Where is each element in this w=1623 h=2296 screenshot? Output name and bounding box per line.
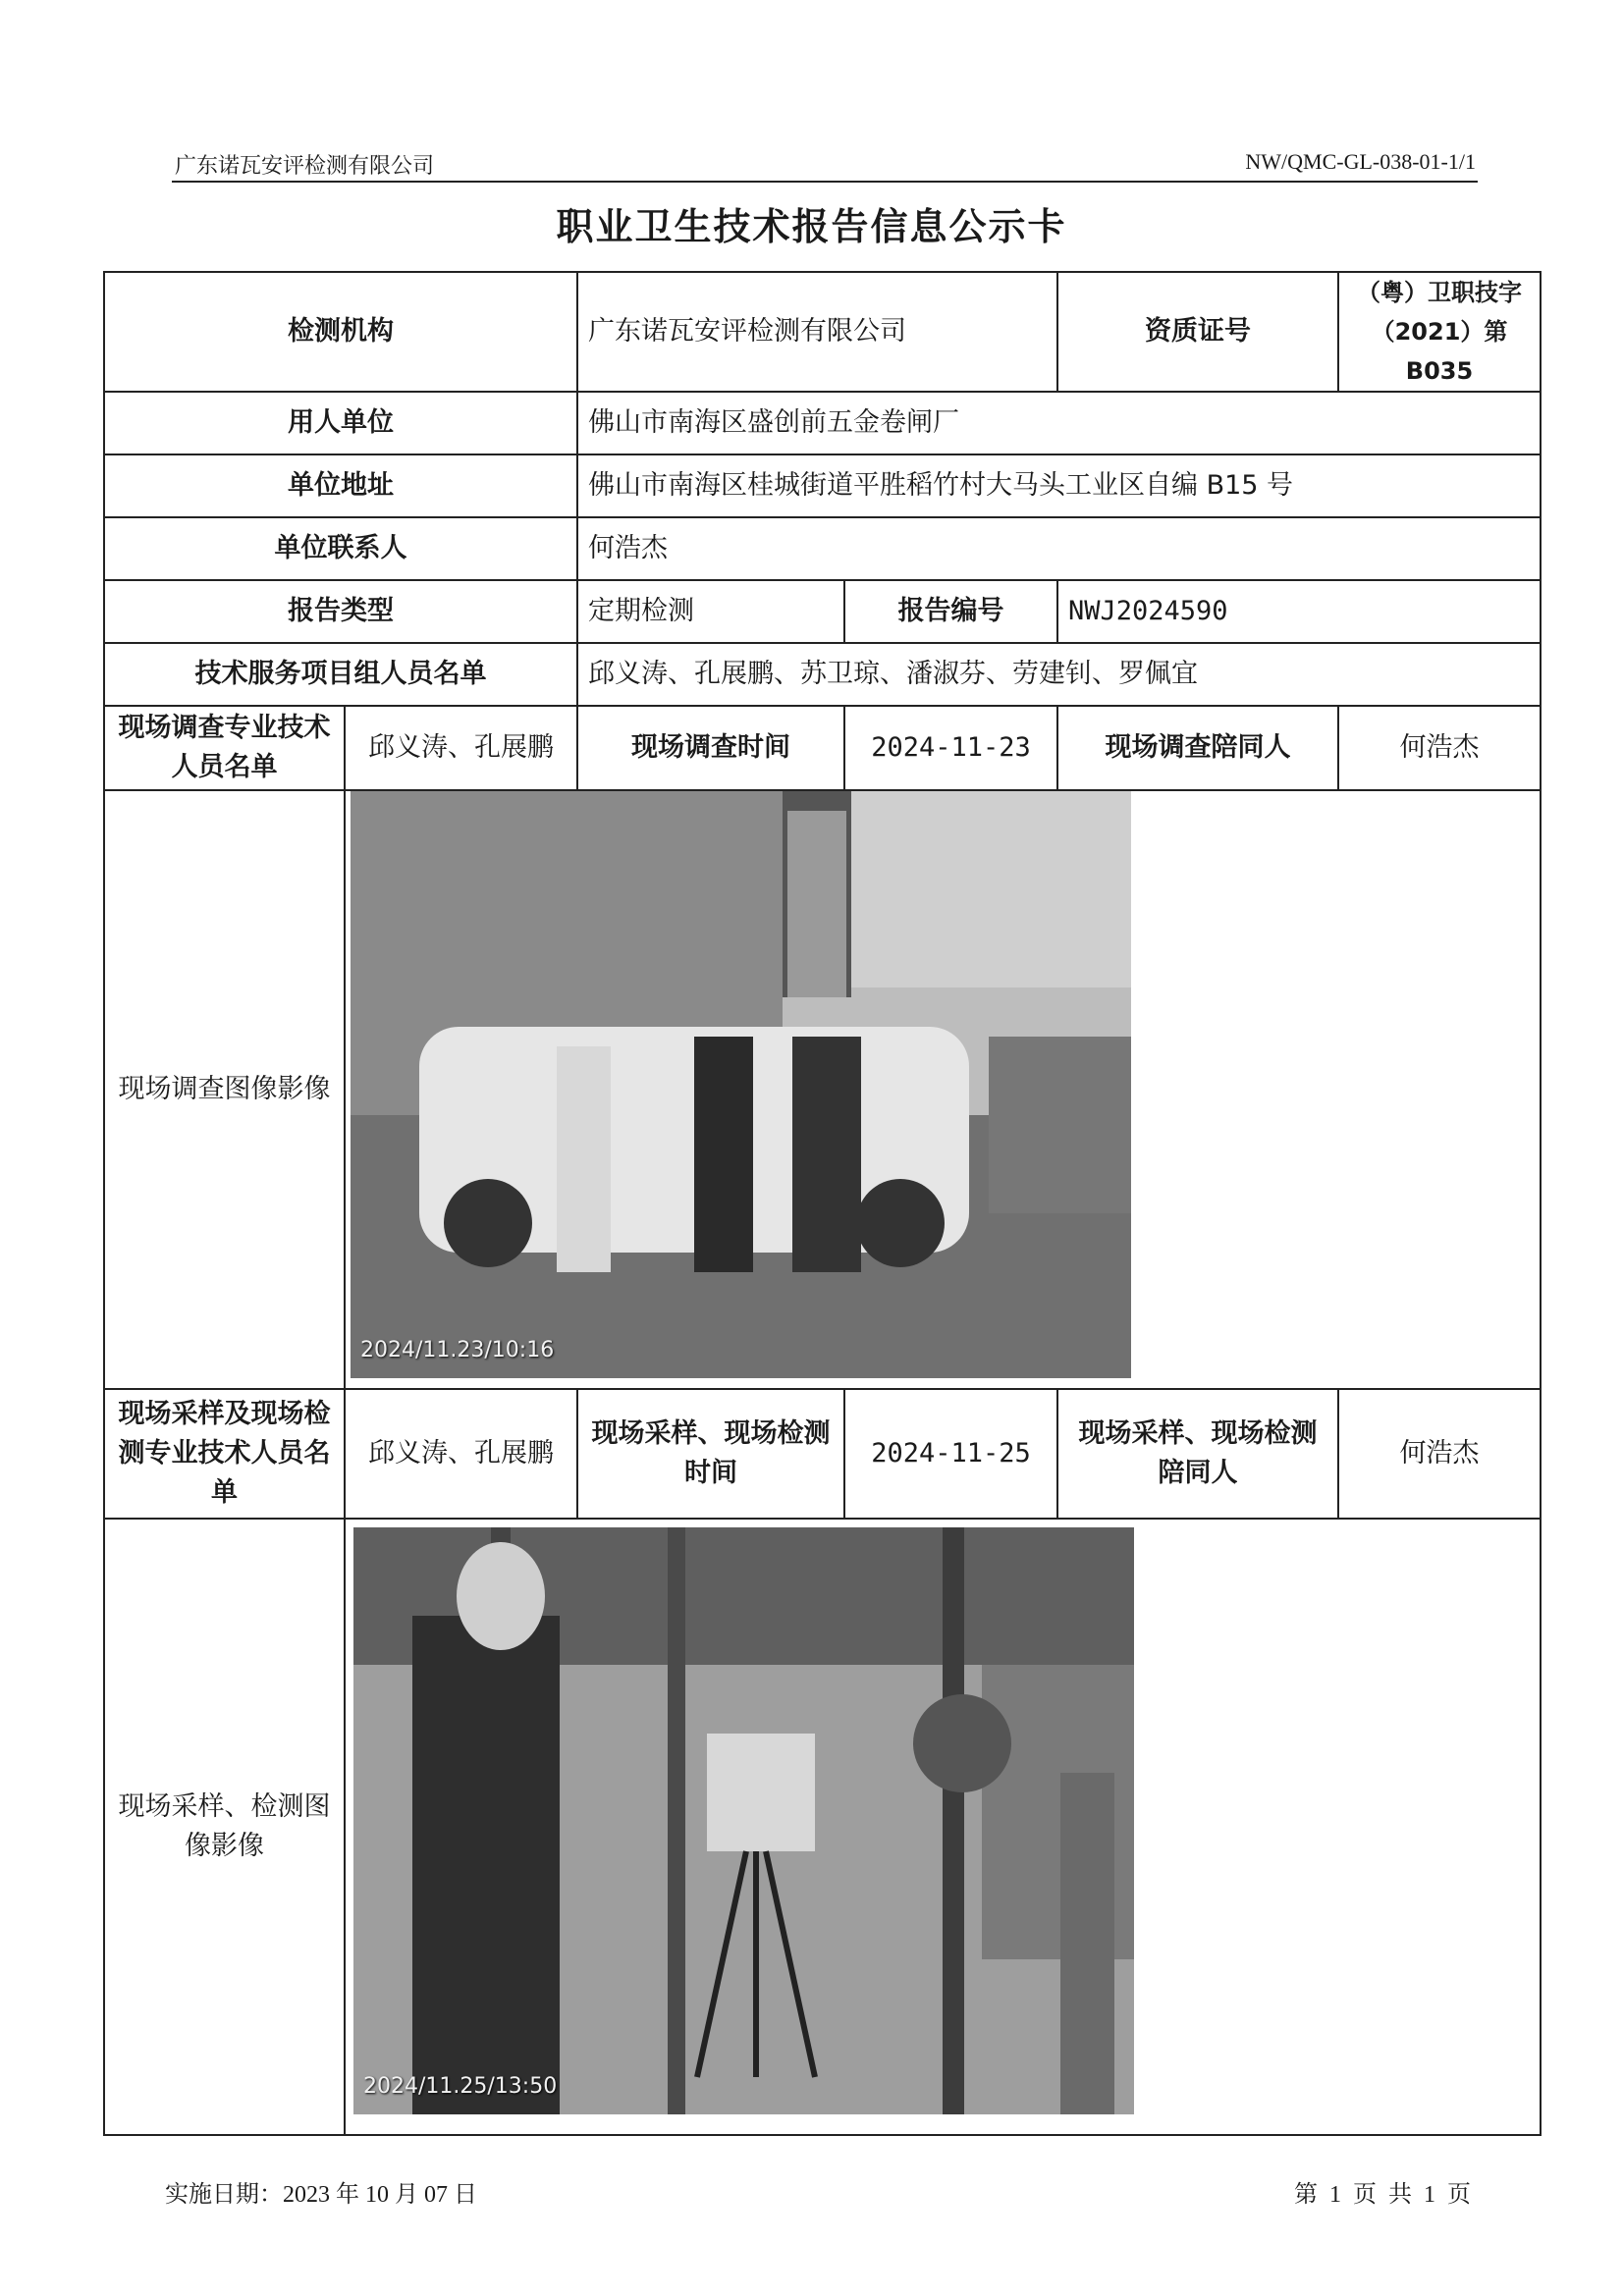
row-report	[104, 580, 1541, 643]
survey-photo	[351, 791, 1131, 1378]
survey-escort-label: 现场调查陪同人	[1057, 706, 1338, 790]
org-label: 检测机构	[104, 272, 577, 392]
header-divider	[172, 181, 1478, 183]
survey-photo-scene	[351, 791, 1131, 1378]
row-team	[104, 643, 1541, 706]
report-type-value: 定期检测	[577, 580, 844, 643]
contact-value: 何浩杰	[577, 517, 1541, 580]
page-title: 职业卫生技术报告信息公示卡	[556, 205, 1067, 248]
sampling-escort-value: 何浩杰	[1338, 1389, 1541, 1519]
header-doc-code: NW/QMC-GL-038-01-1/1	[1245, 149, 1476, 174]
row-survey-image	[104, 790, 1541, 1389]
org-value: 广东诺瓦安评检测有限公司	[577, 272, 1057, 392]
footer-page-info: 第 1 页 共 1 页	[1294, 2182, 1471, 2208]
sampling-image-label: 现场采样、检测图像影像	[104, 1519, 345, 2135]
survey-escort-value: 何浩杰	[1338, 706, 1541, 790]
employer-label: 用人单位	[104, 392, 577, 454]
sampling-photo-scene	[353, 1527, 1134, 2114]
survey-time-label: 现场调查时间	[577, 706, 844, 790]
footer-effective-date: 实施日期：2023 年 10 月 07 日	[165, 2182, 477, 2208]
sampling-time-label: 现场采样、现场检测时间	[577, 1389, 844, 1519]
address-label: 单位地址	[104, 454, 577, 517]
row-sampling-image	[104, 1519, 1541, 2135]
row-survey-info	[104, 706, 1541, 790]
cert-label: 资质证号	[1057, 272, 1338, 392]
row-contact	[104, 517, 1541, 580]
sampling-staff-label: 现场采样及现场检测专业技术人员名单	[104, 1389, 345, 1519]
address-value: 佛山市南海区桂城街道平胜稻竹村大马头工业区自编 B15 号	[577, 454, 1541, 517]
contact-label: 单位联系人	[104, 517, 577, 580]
info-card-table	[103, 271, 1542, 2136]
team-value: 邱义涛、孔展鹏、苏卫琼、潘淑芬、劳建钊、罗佩宜	[577, 643, 1541, 706]
survey-image-label: 现场调查图像影像	[104, 790, 345, 1389]
survey-image-cell	[345, 790, 1541, 1389]
row-sampling-info	[104, 1389, 1541, 1519]
survey-staff-value: 邱义涛、孔展鹏	[345, 706, 577, 790]
survey-time-value: 2024-11-23	[844, 706, 1057, 790]
sampling-staff-value: 邱义涛、孔展鹏	[345, 1389, 577, 1519]
report-type-label: 报告类型	[104, 580, 577, 643]
survey-staff-label: 现场调查专业技术人员名单	[104, 706, 345, 790]
survey-photo-timestamp: 2024/11.23/10:16	[360, 1338, 555, 1362]
sampling-image-cell	[345, 1519, 1541, 2135]
sampling-escort-label: 现场采样、现场检测陪同人	[1057, 1389, 1338, 1519]
report-no-value: NWJ2024590	[1057, 580, 1541, 643]
row-employer	[104, 392, 1541, 454]
cert-value: （粤）卫职技字（2021）第 B035	[1338, 272, 1541, 392]
sampling-photo	[353, 1527, 1134, 2114]
row-address	[104, 454, 1541, 517]
report-no-label: 报告编号	[844, 580, 1057, 643]
row-org	[104, 272, 1541, 392]
sampling-photo-timestamp: 2024/11.25/13:50	[363, 2074, 558, 2099]
sampling-time-value: 2024-11-25	[844, 1389, 1057, 1519]
team-label: 技术服务项目组人员名单	[104, 643, 577, 706]
header-company: 广东诺瓦安评检测有限公司	[175, 154, 435, 179]
employer-value: 佛山市南海区盛创前五金卷闸厂	[577, 392, 1541, 454]
